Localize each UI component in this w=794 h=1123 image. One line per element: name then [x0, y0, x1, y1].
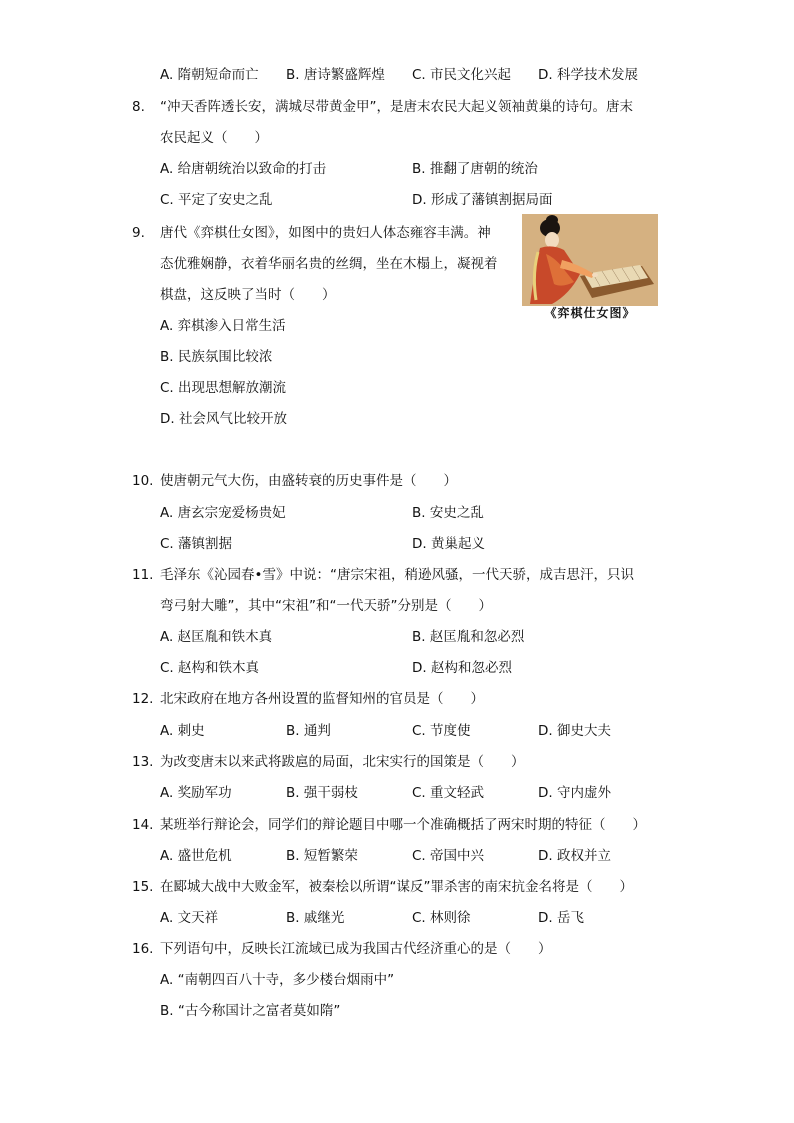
- painting-image: [522, 214, 658, 306]
- q11-option-c: C. 赵构和铁木真: [160, 660, 260, 676]
- q15-stem: 在郾城大战中大败金军，被秦桧以所谓“谋反”罪杀害的南宋抗金名将是（ ）: [160, 879, 633, 895]
- q15-option-a: A. 文天祥: [160, 910, 219, 926]
- q7-option-d: D. 科学技术发展: [538, 67, 638, 83]
- q10-option-b: B. 安史之乱: [412, 505, 484, 521]
- q8-stem-line1: “冲天香阵透长安，满城尽带黄金甲”，是唐末农民大起义领袖黄巢的诗句。唐末: [160, 99, 633, 115]
- q13-option-d: D. 守内虚外: [538, 785, 611, 801]
- q8-option-d: D. 形成了藩镇割据局面: [412, 192, 553, 208]
- q11-option-d: D. 赵构和忽必烈: [412, 660, 512, 676]
- q11-number: 11.: [132, 567, 154, 583]
- q13-number: 13.: [132, 754, 154, 770]
- q10-option-c: C. 藩镇割据: [160, 536, 233, 552]
- q12-stem: 北宋政府在地方各州设置的监督知州的官员是（ ）: [160, 691, 484, 707]
- q12-option-d: D. 御史大夫: [538, 723, 611, 739]
- q10-option-a: A. 唐玄宗宠爱杨贵妃: [160, 505, 286, 521]
- q16-number: 16.: [132, 941, 154, 957]
- q14-option-b: B. 短暂繁荣: [286, 848, 358, 864]
- q7-option-b: B. 唐诗繁盛辉煌: [286, 67, 385, 83]
- q8-option-b: B. 推翻了唐朝的统治: [412, 161, 538, 177]
- q15-option-c: C. 林则徐: [412, 910, 471, 926]
- q13-option-a: A. 奖励军功: [160, 785, 232, 801]
- q9-option-d: D. 社会风气比较开放: [160, 411, 287, 427]
- q10-stem: 使唐朝元气大伤，由盛转衰的历史事件是（ ）: [160, 473, 457, 489]
- q7-option-c: C. 市民文化兴起: [412, 67, 512, 83]
- q14-number: 14.: [132, 817, 154, 833]
- q12-number: 12.: [132, 691, 154, 707]
- painting-caption: 《弈棋仕女图》: [544, 306, 636, 320]
- q8-number: 8.: [132, 99, 145, 115]
- q12-option-a: A. 刺史: [160, 723, 205, 739]
- q9-option-a: A. 弈棋渗入日常生活: [160, 318, 286, 334]
- q14-option-a: A. 盛世危机: [160, 848, 232, 864]
- q9-option-c: C. 出现思想解放潮流: [160, 380, 287, 396]
- q9-stem-line3: 棋盘，这反映了当时（ ）: [160, 287, 336, 303]
- q12-option-b: B. 通判: [286, 723, 331, 739]
- q14-stem: 某班举行辩论会，同学们的辩论题目中哪一个准确概括了两宋时期的特征（ ）: [160, 817, 646, 833]
- q15-option-d: D. 岳飞: [538, 910, 584, 926]
- q7-option-a: A. 隋朝短命而亡: [160, 67, 259, 83]
- q16-option-a: A. “南朝四百八十寺，多少楼台烟雨中”: [160, 972, 395, 988]
- q13-stem: 为改变唐末以来武将跋扈的局面，北宋实行的国策是（ ）: [160, 754, 525, 770]
- q13-option-c: C. 重文轻武: [412, 785, 485, 801]
- q8-option-a: A. 给唐朝统治以致命的打击: [160, 161, 327, 177]
- q10-option-d: D. 黄巢起义: [412, 536, 485, 552]
- q14-option-c: C. 帝国中兴: [412, 848, 485, 864]
- q14-option-d: D. 政权并立: [538, 848, 611, 864]
- q9-stem-line2: 态优雅娴静，衣着华丽名贵的丝绸，坐在木榻上，凝视着: [160, 256, 498, 272]
- q11-stem-line1: 毛泽东《沁园春•雪》中说：“唐宗宋祖，稍逊风骚，一代天骄，成吉思汗，只识: [160, 567, 634, 583]
- q11-stem-line2: 弯弓射大雕”，其中“宋祖”和“一代天骄”分别是（ ）: [160, 598, 492, 614]
- q8-option-c: C. 平定了安史之乱: [160, 192, 273, 208]
- q11-option-a: A. 赵匡胤和铁木真: [160, 629, 273, 645]
- q9-option-b: B. 民族氛围比较浓: [160, 349, 273, 365]
- q13-option-b: B. 强干弱枝: [286, 785, 358, 801]
- q15-option-b: B. 戚继光: [286, 910, 345, 926]
- q16-option-b: B. “古今称国计之富者莫如隋”: [160, 1003, 341, 1019]
- q16-stem: 下列语句中，反映长江流域已成为我国古代经济重心的是（ ）: [160, 941, 552, 957]
- lady-painting-icon: [522, 214, 658, 306]
- q15-number: 15.: [132, 879, 154, 895]
- q11-option-b: B. 赵匡胤和忽必烈: [412, 629, 525, 645]
- q12-option-c: C. 节度使: [412, 723, 471, 739]
- q8-stem-line2: 农民起义（ ）: [160, 130, 268, 146]
- q9-number: 9.: [132, 225, 145, 241]
- q9-stem-line1: 唐代《弈棋仕女图》，如图中的贵妇人体态雍容丰满。神: [160, 225, 491, 241]
- q10-number: 10.: [132, 473, 154, 489]
